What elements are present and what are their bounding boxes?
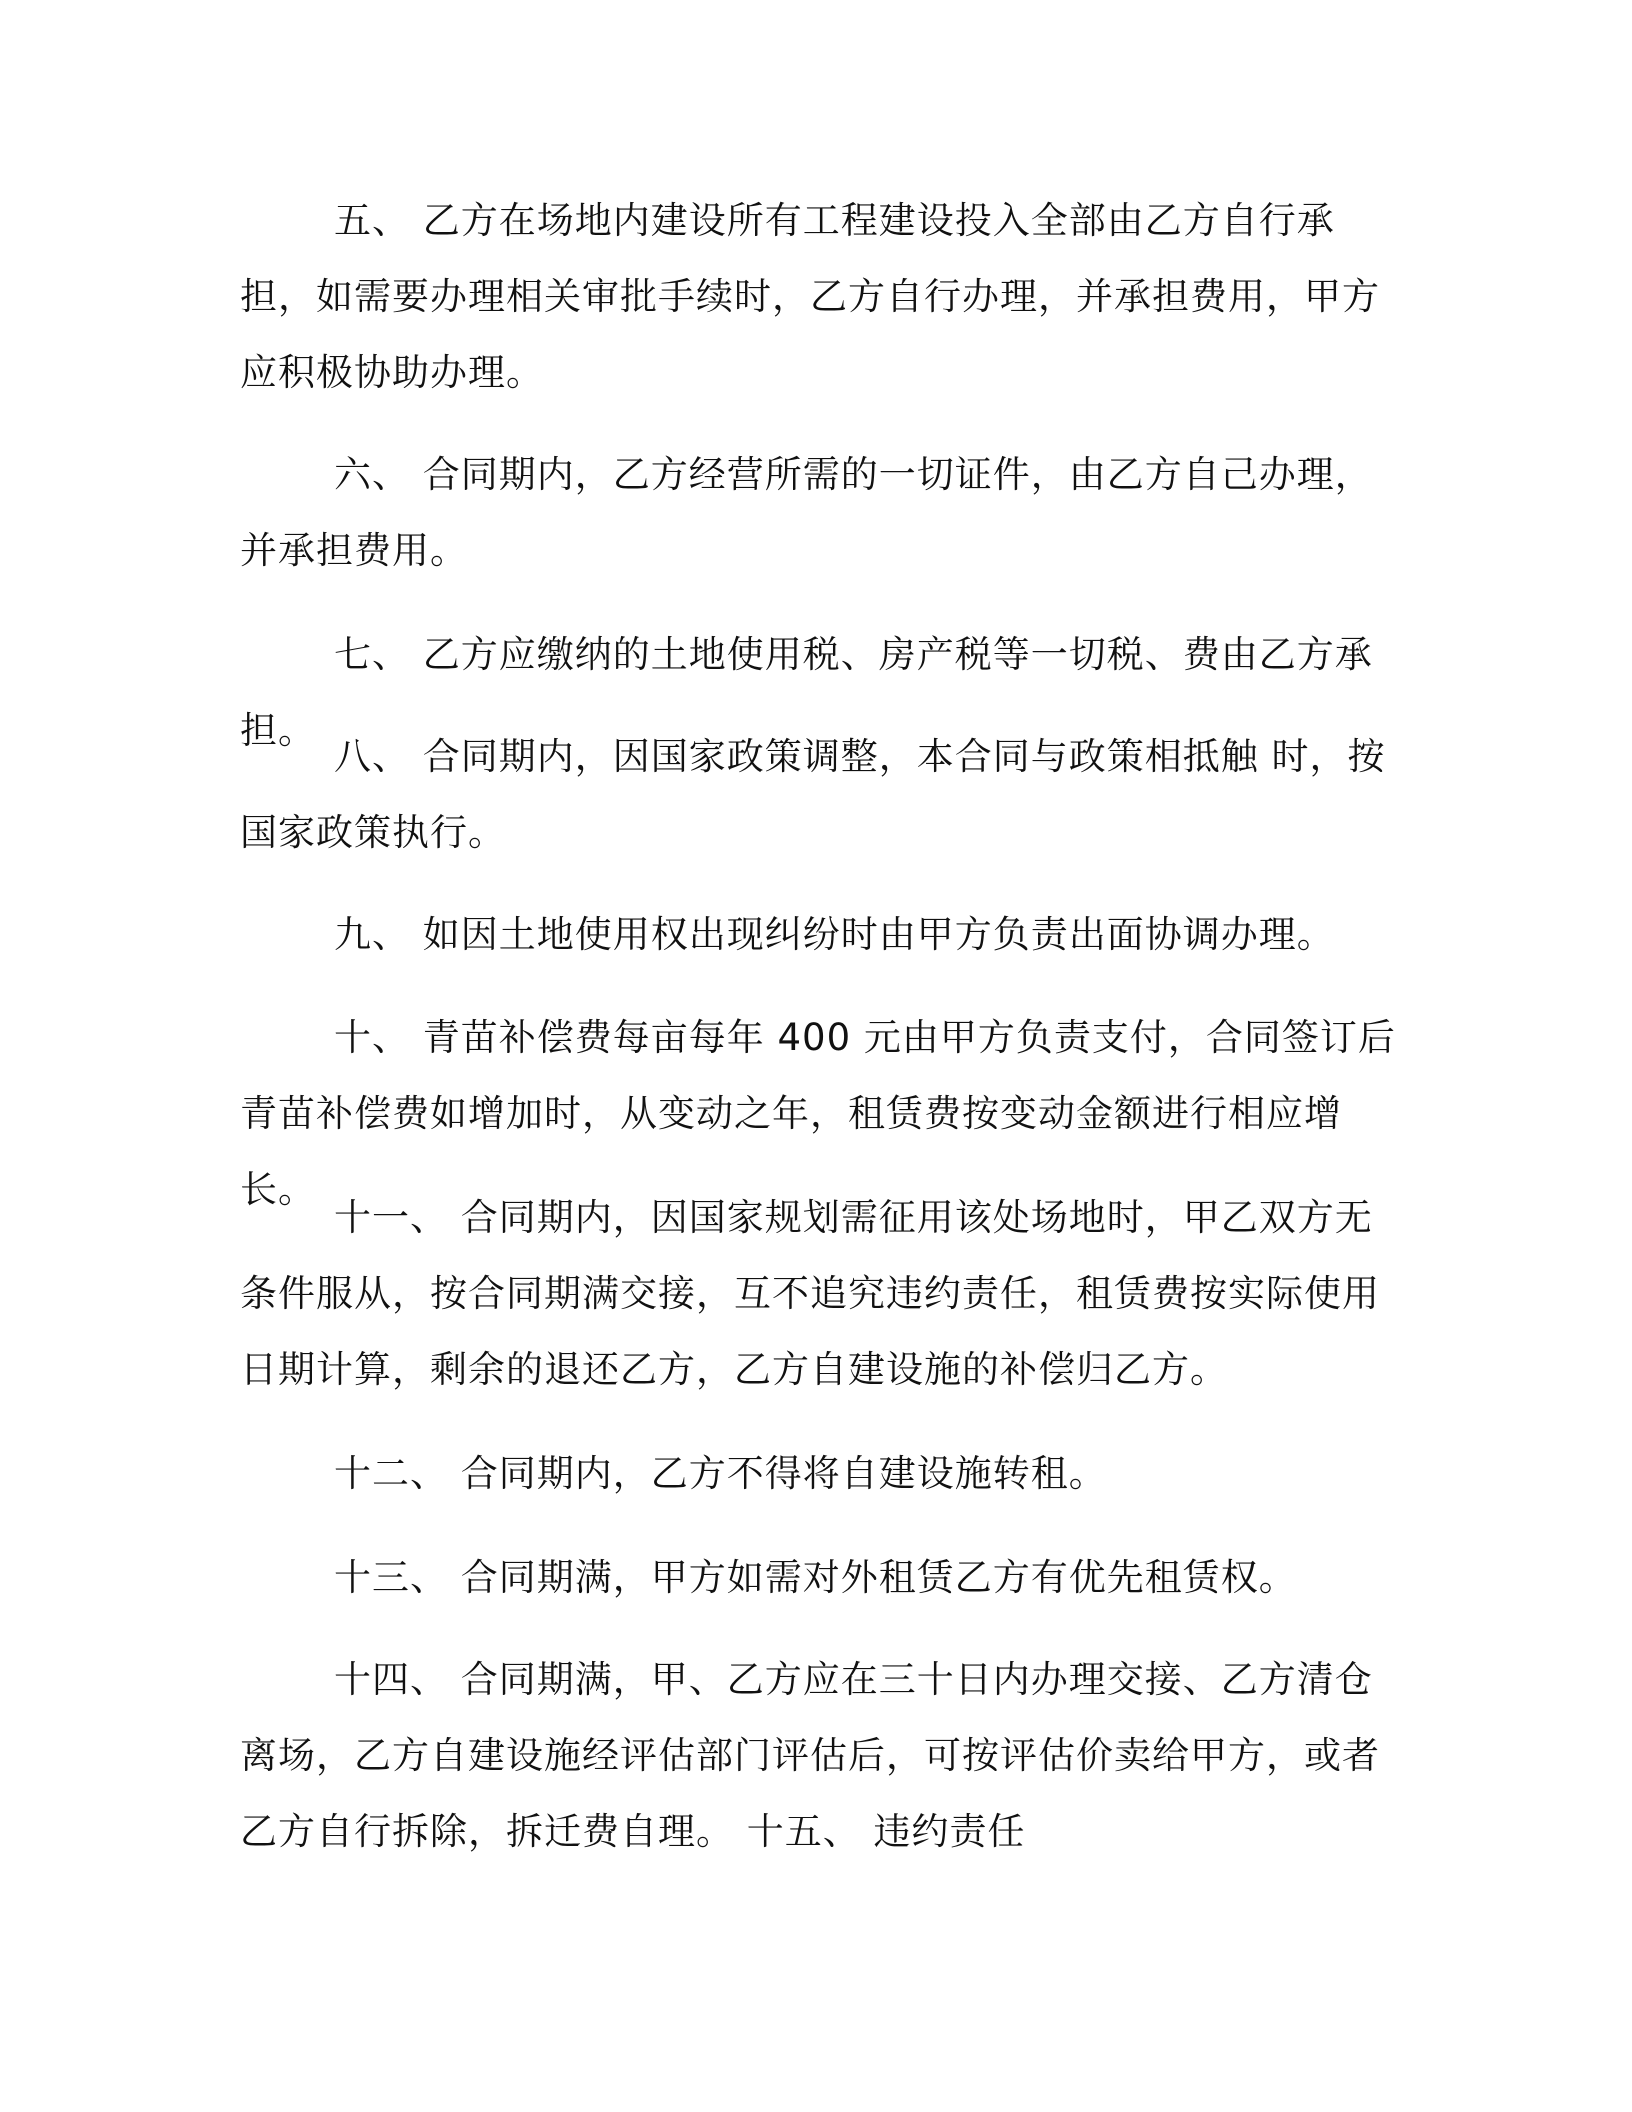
clause-7: 七、 乙方应缴纳的土地使用税、房产税等一切税、费由乙方承担。 (240, 633, 1373, 752)
clause-11: 十一、 合同期内，因国家规划需征用该处场地时，甲乙双方无条件服从，按合同期满交接，互不追究违约责任，租赁费按实际使用日期计算，剩余的退还乙方，乙方自建设施的补偿归乙方。 (240, 1196, 1380, 1391)
clause-9: 九、 如因土地使用权出现纠纷时由甲方负责出面协调办理。 (334, 913, 1335, 956)
clause-5: 五、 乙方在场地内建设所有工程建设投入全部由乙方自行承担，如需要办理相关审批手续时，乙方自行办理，并承担费用，甲方应积极协助办理。 (240, 199, 1380, 394)
clause-12: 十二、 合同期内，乙方不得将自建设施转租。 (334, 1452, 1107, 1495)
clause-13: 十三、 合同期满，甲方如需对外租赁乙方有优先租赁权。 (334, 1556, 1297, 1599)
clause-6: 六、 合同期内，乙方经营所需的一切证件，由乙方自己办理，并承担费用。 (240, 453, 1373, 572)
clause-14-15: 十四、 合同期满，甲、乙方应在三十日内办理交接、乙方清仓离场，乙方自建设施经评估部门评估后，可按评估价卖给甲方，或者乙方自行拆除，拆迁费自理。 十五、 违约责任 (240, 1658, 1380, 1853)
clause-8: 八、 合同期内，因国家政策调整，本合同与政策相抵触 时，按国家政策执行。 (240, 735, 1386, 854)
clause-10: 十、 青苗补偿费每亩每年 400 元由甲方负责支付，合同签订后青苗补偿费如增加时，从变动之年，租赁费按变动金额进行相应增长。 (240, 1016, 1396, 1211)
